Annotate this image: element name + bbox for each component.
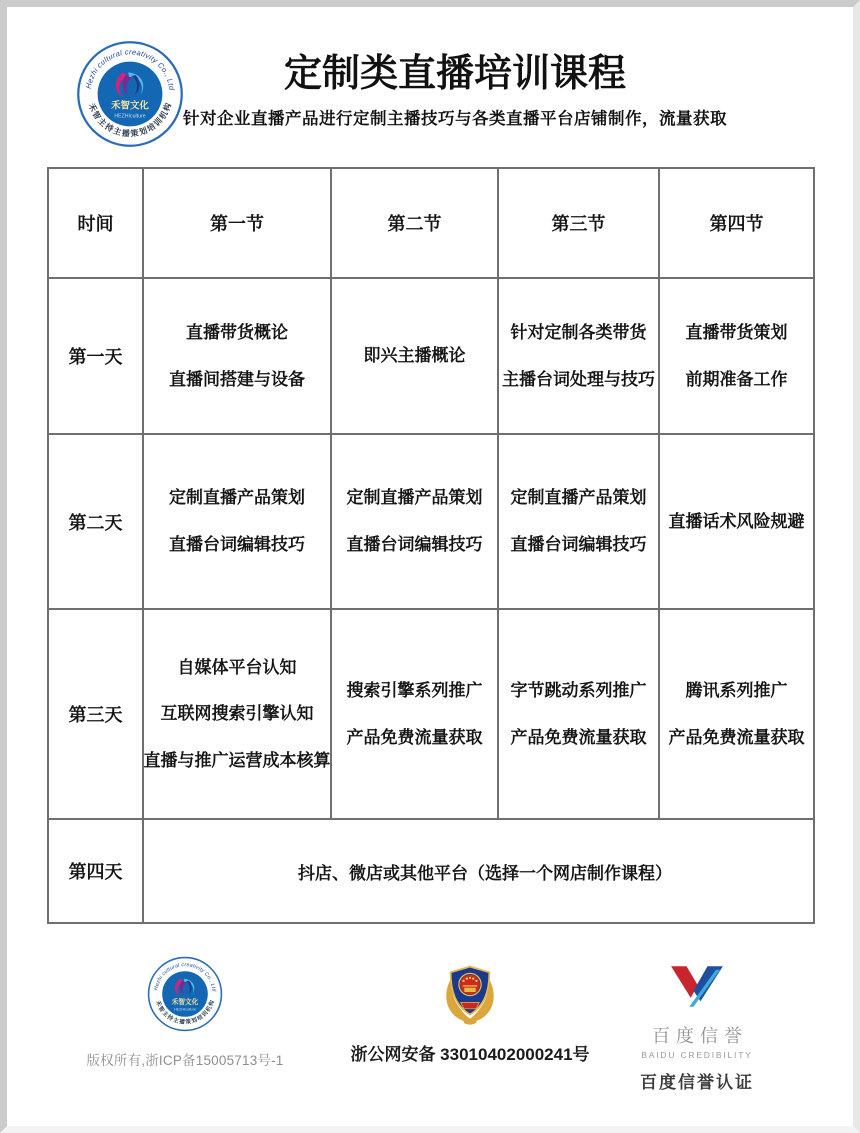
cell-line: 直播台词编辑技巧: [346, 535, 483, 554]
icp-record-text: 版权所有,浙ICP备15005713号-1: [86, 1053, 284, 1068]
cell-line: 直播台词编辑技巧: [510, 535, 647, 554]
column-header-session3: 第三节: [498, 168, 659, 278]
cell-day1-s2: [332, 346, 497, 366]
cell-line: 定制直播产品策划: [169, 488, 305, 508]
footer-baidu-block: [607, 962, 787, 1093]
table-row-day4: [48, 819, 814, 923]
day-label: 第三天: [48, 609, 143, 819]
cell-line: 产品免费流量获取: [510, 727, 647, 747]
footer-police-block: [350, 958, 590, 1065]
cell-day1-s4: [660, 323, 813, 389]
cell-line: 定制直播产品策划: [346, 488, 483, 508]
cell-line: 直播台词编辑技巧: [169, 535, 305, 554]
cell-day1-s1: [144, 323, 330, 389]
cell-line: 产品免费流量获取: [668, 727, 805, 747]
page-subtitle: 针对企业直播产品进行定制主播技巧与各类直播平台店铺制作，流量获取: [183, 109, 727, 128]
cell-line: 直播带货策划: [685, 322, 788, 342]
cell-line: 腾讯系列推广: [685, 680, 788, 700]
column-header-time: 时间: [48, 168, 143, 278]
cell-day2-s1: [144, 488, 330, 554]
cell-line: 主播台词处理与技巧: [502, 369, 655, 389]
baidu-credibility-cn: 百度信誉: [652, 1026, 748, 1046]
table-row-day1: [48, 278, 814, 434]
header: [90, 54, 820, 129]
cell-day2-s4: [660, 512, 813, 532]
cell-line: 前期准备工作: [685, 369, 788, 389]
table-row-day2: [48, 434, 814, 609]
column-header-session2: 第二节: [331, 168, 498, 278]
cell-line: 产品免费流量获取: [346, 727, 483, 747]
cell-line: 搜索引擎系列推广: [346, 680, 483, 700]
police-record-text: 浙公网安备 33010402000241号: [350, 1045, 590, 1064]
cell-day3-s3: [499, 681, 658, 747]
cell-day2-s3: [499, 488, 658, 554]
cell-day4-span: [143, 819, 814, 923]
footer-copyright-block: [85, 956, 285, 1069]
cell-day2-s2: [332, 488, 497, 554]
cell-line: 自媒体平台认知: [177, 657, 297, 677]
baidu-credibility-icon: [664, 962, 730, 1018]
column-header-session4: 第四节: [659, 168, 814, 278]
cell-line: 直播带货概论: [186, 322, 288, 342]
course-table: [47, 167, 815, 924]
cell-line: 直播与推广运营成本核算: [143, 750, 331, 770]
cell-line: 针对定制各类带货: [510, 322, 647, 342]
cell-line: 定制直播产品策划: [510, 488, 647, 508]
police-badge-icon: [433, 958, 507, 1026]
cell-line: 即兴主播概论: [363, 346, 466, 366]
day-label: 第二天: [48, 434, 143, 609]
cell-line: 直播话术风险规避: [668, 511, 805, 531]
cell-day3-s2: [332, 681, 497, 747]
cell-day3-s4: [660, 681, 813, 747]
hezhi-logo-footer-icon: [147, 956, 223, 1032]
baidu-credibility-en: BAIDU CREDIBILITY: [641, 1050, 753, 1060]
cell-line: 互联网搜索引擎认知: [160, 704, 314, 724]
cell-line: 抖店、微店或其他平台（选择一个网店制作课程）: [298, 863, 672, 883]
cell-day1-s3: [499, 323, 658, 389]
baidu-cert-text: 百度信誉认证: [640, 1073, 754, 1092]
cell-line: 字节跳动系列推广: [510, 680, 647, 700]
day-label: 第四天: [48, 819, 143, 923]
table-header-row: [48, 168, 814, 278]
page-title: 定制类直播培训课程: [283, 53, 626, 95]
cell-line: 直播间搭建与设备: [169, 369, 305, 389]
cell-day3-s1: [144, 658, 330, 771]
day-label: 第一天: [48, 278, 143, 434]
column-header-session1: 第一节: [143, 168, 331, 278]
table-row-day3: [48, 609, 814, 819]
